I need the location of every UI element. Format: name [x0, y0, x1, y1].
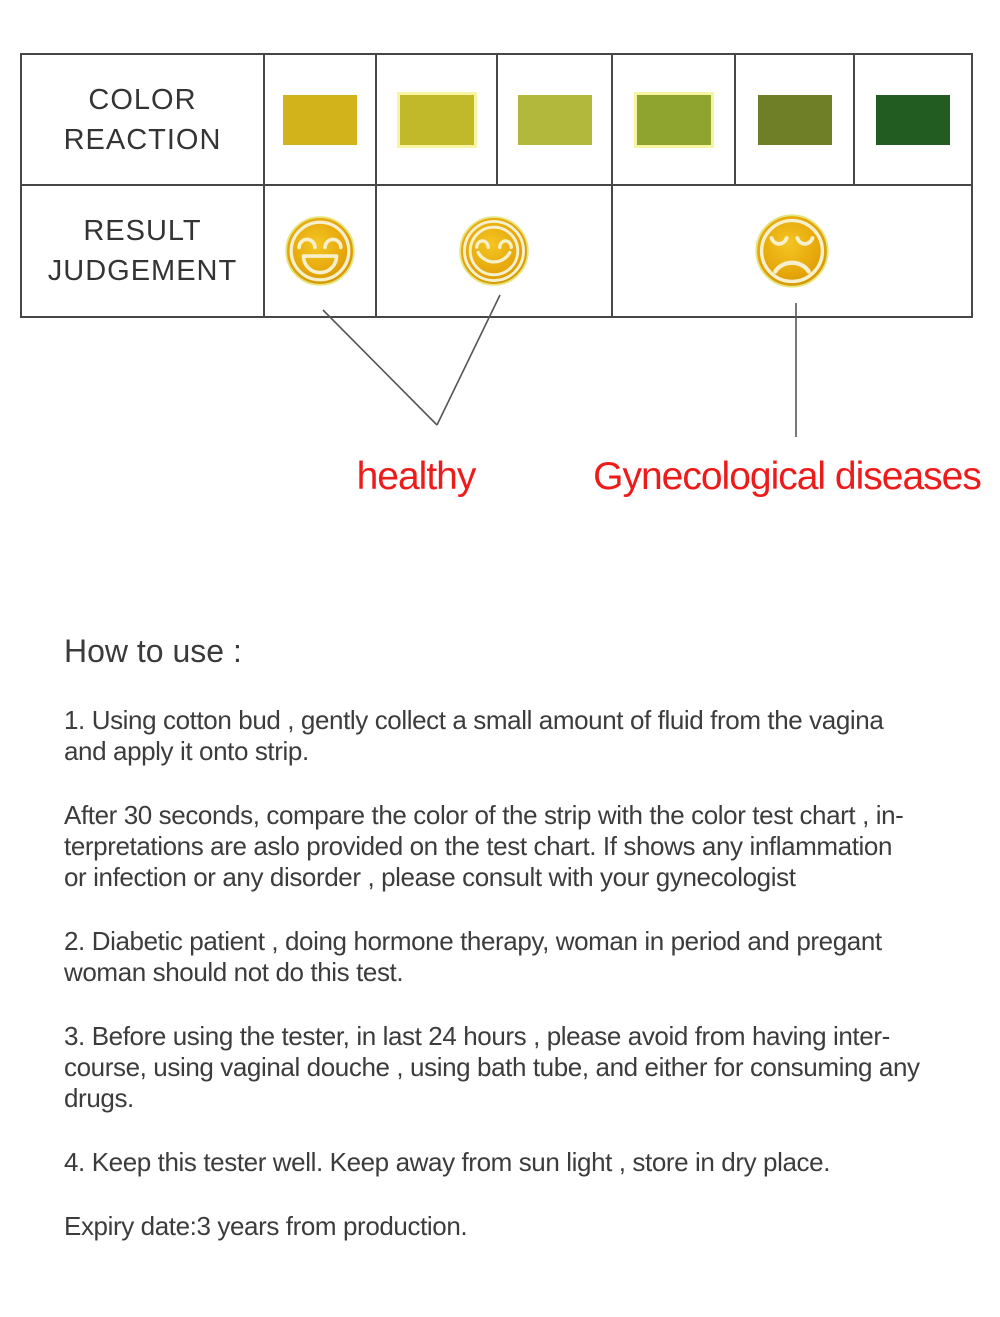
text-line: course, using vaginal douche , using bath tube, and either for consuming any: [64, 1052, 920, 1082]
color-swatch-cell: [613, 55, 736, 186]
connector-line-healthy-right: [437, 295, 500, 425]
text-line: woman should not do this test.: [64, 957, 404, 987]
instruction-step-2: [64, 926, 959, 988]
color-swatch-cell: [265, 55, 377, 186]
text-line: or infection or any disorder , please consult with your gynecologist: [64, 862, 796, 892]
color-swatch-cell: [855, 55, 971, 186]
text-line: JUDGEMENT: [47, 255, 238, 287]
text-line: terpretations are aslo provided on the test chart. If shows any inflammation: [64, 831, 893, 861]
text-line: and apply it onto strip.: [64, 736, 309, 766]
instruction-step-3: [64, 1021, 959, 1114]
instruction-step-4: [64, 1147, 959, 1178]
color-reaction-header: [22, 55, 265, 186]
text-line: 3. Before using the tester, in last 24 hours , please avoid from having inter-: [64, 1021, 890, 1051]
text-line: 1. Using cotton bud , gently collect a small amount of fluid from the vagina: [64, 705, 884, 735]
text-line: After 30 seconds, compare the color of the strip with the color test chart , in-: [64, 800, 904, 830]
connector-line-healthy-left: [323, 310, 437, 425]
color-reaction-table: [20, 53, 973, 318]
text-line: 4. Keep this tester well. Keep away from sun light , store in dry place.: [64, 1147, 831, 1177]
text-line: REACTION: [63, 123, 222, 156]
how-to-use-heading: How to use :: [64, 633, 242, 669]
text-line: COLOR: [88, 83, 197, 116]
expiry-note: [64, 1211, 959, 1242]
text-line: drugs.: [64, 1083, 134, 1113]
color-swatch-6: [876, 95, 950, 145]
healthy-label: healthy: [356, 455, 476, 498]
text-line: RESULT: [83, 215, 202, 247]
text-line: 2. Diabetic patient , doing hormone therapy, woman in period and pregant: [64, 926, 882, 956]
color-swatch-cell: [377, 55, 498, 186]
instructions-section: [64, 633, 959, 1275]
text-line: Expiry date:3 years from production.: [64, 1211, 468, 1241]
gynecological-diseases-label: Gynecological diseases: [593, 455, 981, 498]
instruction-step-1: [64, 705, 959, 767]
color-swatch-2: [400, 95, 474, 145]
smiling-smiley-icon: [458, 215, 530, 287]
color-swatch-1: [283, 95, 357, 145]
color-swatch-4: [637, 95, 711, 145]
color-swatch-3: [518, 95, 592, 145]
color-swatch-cell: [498, 55, 613, 186]
sad-smiley-icon: [754, 213, 830, 289]
color-swatch-5: [758, 95, 832, 145]
color-swatch-cell: [736, 55, 855, 186]
instruction-step-1b: [64, 800, 959, 893]
connector-lines: [0, 290, 1000, 450]
laughing-smiley-icon: [284, 215, 356, 287]
